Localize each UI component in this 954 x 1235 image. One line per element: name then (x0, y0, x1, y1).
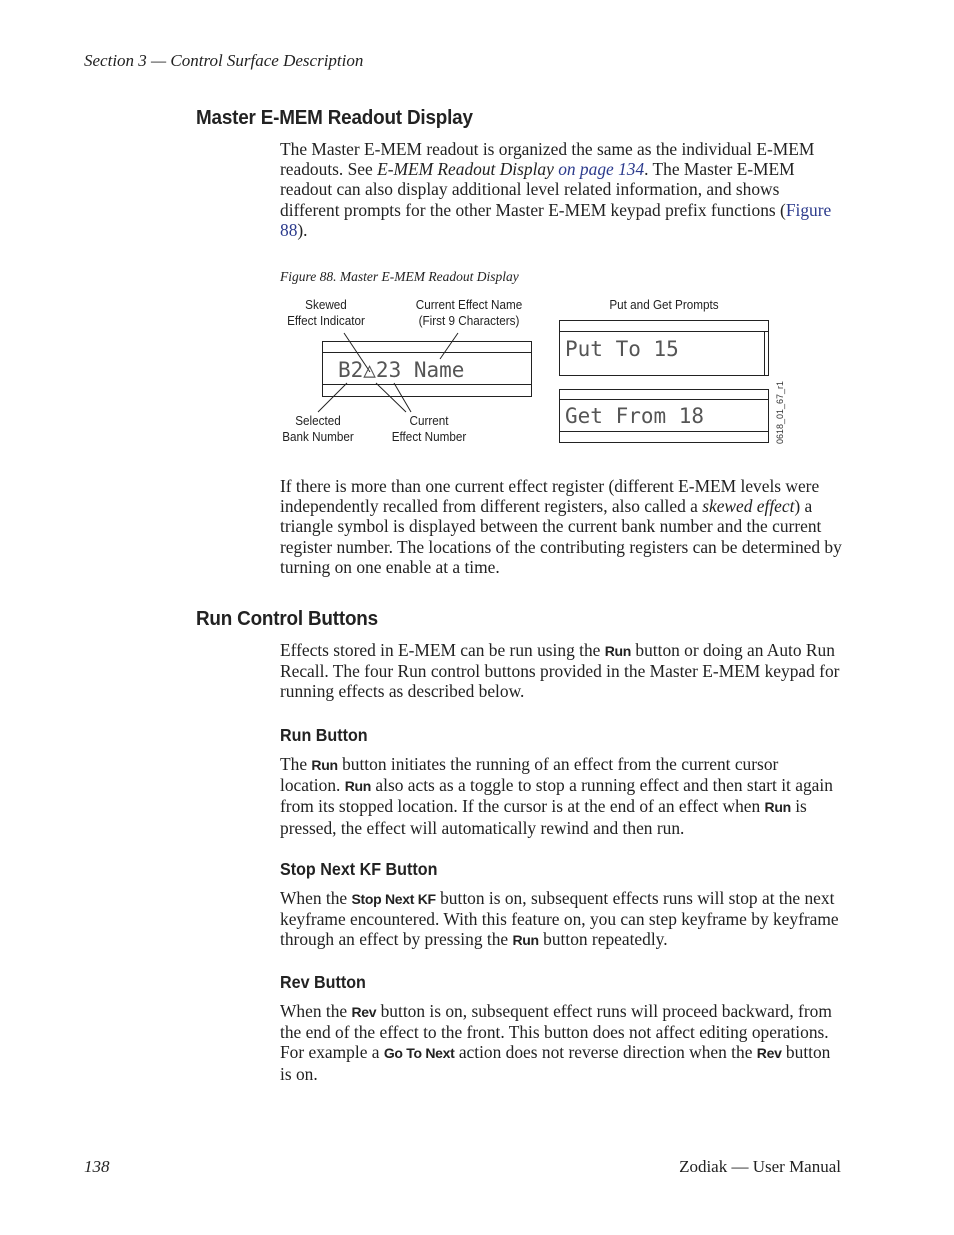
subheading-rev-button: Rev Button (280, 972, 366, 992)
section-heading-master-emem-readout: Master E-MEM Readout Display (196, 106, 473, 129)
subheading-stop-next-kf-button: Stop Next KF Button (280, 859, 438, 879)
label-skewed-effect-indicator: Skewed Effect Indicator (287, 297, 365, 328)
subheading-run-button: Run Button (280, 725, 368, 745)
footer-manual-title: Zodiak — User Manual (679, 1157, 841, 1176)
button-name-run: Run (764, 799, 791, 816)
paragraph-skewed-effect: If there is more than one current effect register (different E-MEM levels were independently recalled from different registers, also called a skewed effect) a triangle symbol is displayed between the current bank number and the current register number. The locations of the contributing registers can be determined by turning on one enable at a time. (280, 476, 842, 577)
figure-caption: Figure 88. Master E-MEM Readout Display (280, 269, 519, 284)
button-name-run: Run (512, 932, 539, 949)
paragraph-run-button: The Run button initiates the running of an effect from the current cursor location. Run also acts as a toggle to stop a running effect and then start it again from its stopped location. If the cursor is at the end of an effect when Run is pressed, the effect will automatically rewind and then run. (280, 754, 833, 838)
paragraph-stop-next-kf-button: When the Stop Next KF button is on, subsequent effects runs will stop at the next keyframe encountered. With this feature on, you can step keyframe by keyframe through an effect by pressing the Run button repeatedly. (280, 888, 839, 950)
leader-effect-b (394, 383, 411, 412)
put-prompt-text: Put To 15 (565, 337, 679, 361)
reference-title: E-MEM Readout Display (377, 159, 554, 180)
readout-diagram (0, 0, 954, 470)
paragraph-rev-button: When the Rev button is on, subsequent effect runs will proceed backward, from the end of the effect to the front. This button does not affect editing operations. For example a Go To Next action does not reverse direction when the Rev button is on. (280, 1001, 832, 1084)
figure-reference-link[interactable]: Figure 88 (280, 199, 832, 240)
button-name-rev: Rev (351, 1004, 377, 1020)
label-current-effect-number: Current Effect Number (391, 413, 467, 444)
button-name-go-to-next: Go To Next (383, 1045, 455, 1062)
get-prompt-text: Get From 18 (565, 404, 705, 428)
label-current-effect-name: Current Effect Name (First 9 Characters) (415, 297, 523, 328)
main-readout-text: B2△23 Name (338, 358, 465, 382)
leader-name (440, 333, 458, 359)
paragraph-run-control-intro: Effects stored in E-MEM can be run using the Run button or doing an Auto Run Recall. The four Run control buttons provided in the Master E-MEM keypad for running effects as described below. (280, 640, 840, 702)
figure-id: 0618_01_67_r1 (775, 380, 785, 444)
section-heading-run-control-buttons: Run Control Buttons (196, 607, 378, 630)
paragraph-readout-intro: The Master E-MEM readout is organized the same as the individual E-MEM readouts. See E-MEM Readout Display on page 134. The Master E-MEM readout can also display additional level related information, and shows different prompts for the other Master E-MEM keypad prefix functions (Figure 88). (280, 139, 832, 240)
running-head: Section 3 — Control Surface Description (84, 51, 364, 70)
button-name-stop-next-kf: Stop Next KF (351, 891, 436, 907)
figure-88 (0, 0, 954, 470)
button-name-run: Run (344, 778, 372, 795)
term-skewed-effect: skewed effect (702, 496, 795, 517)
label-put-get-prompts: Put and Get Prompts (609, 297, 719, 312)
label-selected-bank-number: Selected Bank Number (282, 413, 354, 444)
button-name-run: Run (604, 643, 632, 659)
page-reference-link[interactable]: on page 134 (553, 159, 645, 180)
button-name-rev: Rev (756, 1045, 782, 1062)
leader-effect-a (376, 383, 406, 412)
page-number: 138 (84, 1157, 110, 1176)
button-name-run: Run (311, 757, 338, 773)
